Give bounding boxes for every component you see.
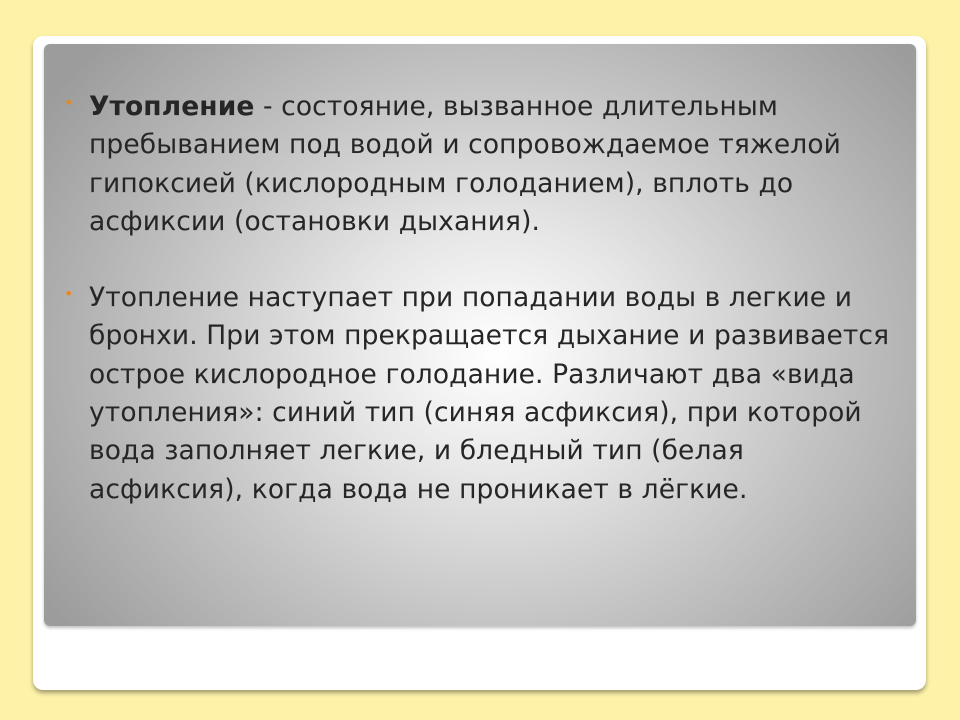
bullet-list xyxy=(62,88,892,509)
definition-text: - состояние, вызванное длительным пребыванием под водой и сопровождаемое тяжелой гипоксией (кислородным голоданием), вплоть до асфиксии (остановки дыхания). xyxy=(89,91,841,237)
bullet-dot-icon: • xyxy=(64,93,74,112)
term-heading: Утопление xyxy=(89,91,255,122)
bullet-item-description xyxy=(62,279,892,509)
description-text: Утопление наступает при попадании воды в легкие и бронхи. При этом прекращается дыхание и развивается острое кислородное голодание. Различают два «вида утопления»: синий тип (синяя асфиксия), при которой вода заполняет легкие, и бледный тип (белая асфиксия), когда вода не проникает в лёгкие. xyxy=(89,282,890,505)
bullet-item-definition xyxy=(62,88,892,241)
bullet-dot-icon: • xyxy=(64,284,74,304)
